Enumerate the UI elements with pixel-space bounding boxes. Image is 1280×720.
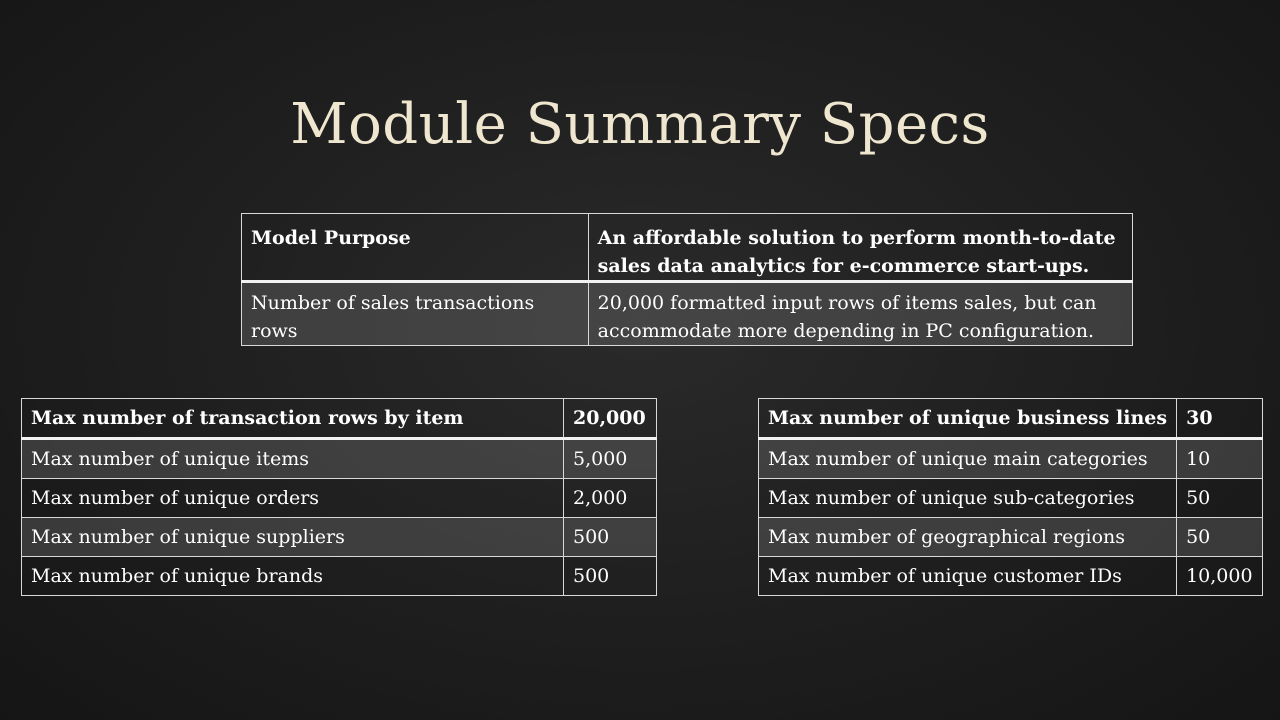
- purpose-row-label: Number of sales transactions rows: [242, 282, 589, 346]
- table-cell-label: Max number of unique suppliers: [22, 518, 564, 557]
- table-row: [22, 439, 657, 479]
- purpose-header-label: Model Purpose: [242, 214, 589, 282]
- table-cell-label: Max number of unique sub-categories: [759, 479, 1177, 518]
- purpose-row-value: 20,000 formatted input rows of items sales, but can accommodate more depending in PC configuration.: [588, 282, 1132, 346]
- table-row: [759, 557, 1263, 596]
- table-cell-label: Max number of unique orders: [22, 479, 564, 518]
- right-specs-table: [758, 398, 1263, 596]
- table-row: [22, 479, 657, 518]
- table-cell-value: 10,000: [1177, 557, 1262, 596]
- table-header-value: 30: [1177, 399, 1262, 439]
- table-cell-label: Max number of unique brands: [22, 557, 564, 596]
- table-header-label: Max number of transaction rows by item: [22, 399, 564, 439]
- table-row: [22, 557, 657, 596]
- table-row: [759, 479, 1263, 518]
- table-header-row: [22, 399, 657, 439]
- table-cell-label: Max number of unique items: [22, 439, 564, 479]
- table-cell-value: 500: [564, 557, 657, 596]
- table-cell-value: 500: [564, 518, 657, 557]
- purpose-table: [241, 213, 1133, 346]
- left-specs-table: [21, 398, 657, 596]
- table-cell-value: 2,000: [564, 479, 657, 518]
- table-cell-value: 5,000: [564, 439, 657, 479]
- table-header-label: Max number of unique business lines: [759, 399, 1177, 439]
- table-cell-value: 10: [1177, 439, 1262, 479]
- purpose-header-value: An affordable solution to perform month-to-date sales data analytics for e-commerce start-ups.: [588, 214, 1132, 282]
- table-row: [22, 518, 657, 557]
- table-row: [759, 439, 1263, 479]
- table-cell-value: 50: [1177, 479, 1262, 518]
- purpose-row: [242, 282, 1133, 346]
- table-header-row: [759, 399, 1263, 439]
- slide-title: Module Summary Specs: [290, 92, 990, 157]
- table-cell-value: 50: [1177, 518, 1262, 557]
- purpose-header-row: [242, 214, 1133, 282]
- table-cell-label: Max number of geographical regions: [759, 518, 1177, 557]
- table-header-value: 20,000: [564, 399, 657, 439]
- table-cell-label: Max number of unique main categories: [759, 439, 1177, 479]
- table-row: [759, 518, 1263, 557]
- table-cell-label: Max number of unique customer IDs: [759, 557, 1177, 596]
